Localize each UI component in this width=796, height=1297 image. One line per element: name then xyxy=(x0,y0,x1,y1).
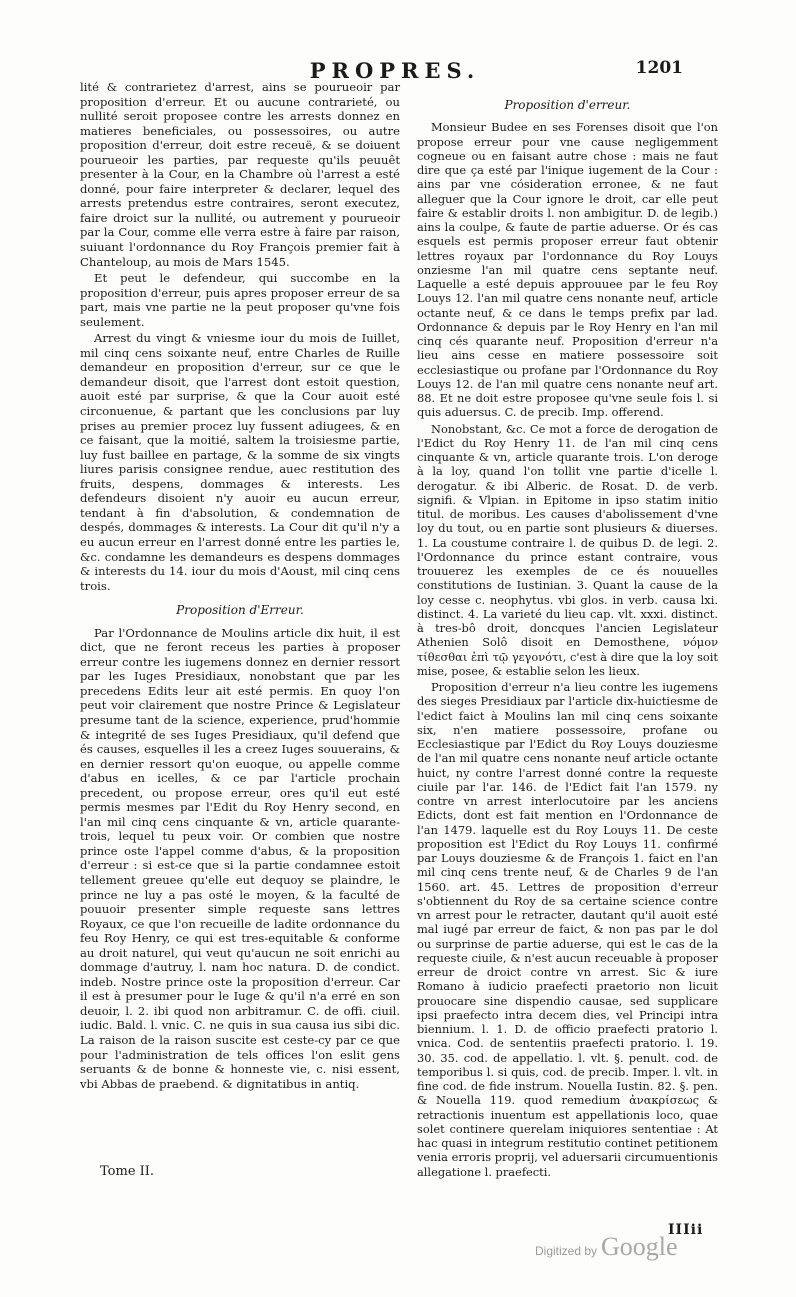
signature-mark: IIIii xyxy=(668,1222,704,1238)
google-logo: Google xyxy=(601,1232,678,1261)
left-paragraph-1: lité & contrarietez d'arrest, ains se pourueoir par proposition d'erreur. Et ou aucune contrarieté, ou nullité seroit proposee contre les arrests donnez en matieres beneficiales, ou possessoires, ou autre proposition d'erreur, doit estre receuë, & se doiuent pourueoir les parties, par requeste qu'ils peuuêt presenter à la Cour, en la Chambre où l'arrest a esté donné, pour faire interpreter & declarer, lequel des arrests pretendus estre contraires, seront executez, faire droict sur la nullité, ou autrement y pourueoir par la Cour, comme elle verra estre à faire par raison, suiuant l'ordonnance du Roy François premier fait à Chanteloup, au mois de Mars 1545. xyxy=(80,80,400,269)
digitized-by-watermark xyxy=(535,1232,678,1262)
left-paragraph-3: Arrest du vingt & vniesme iour du mois de Iuillet, mil cinq cens soixante neuf, entre Charles de Ruille demandeur en proposition d'erreur, sur ce que le demandeur disoit, que l'arrest dont estoit question, auoit esté par surprise, & que la Cour auoit esté circonuenue, & partant que les conclusions par luy prises au premier procez luy fussent adiugees, & en ce faisant, que la moitié, saltem la troisiesme partie, luy fust baillee en partage, & la somme de six vingts liures parisis consignee rendue, auec restitution des fruits, despens, dommages & interests. Les defendeurs disoient n'y auoir eu aucun erreur, tendant à fin d'absolution, & condemnation de despés, dommages & interests. La Cour dit qu'il n'y a eu aucun erreur en l'arrest donné entre les parties le, &c. condamne les demandeurs es despens dommages & interests du 14. iour du mois d'Aoust, mil cinq cens trois. xyxy=(80,331,400,593)
right-paragraph-1: Monsieur Budee en ses Forenses disoit que l'on propose erreur pour vne cause negligemment cogneue ou en faisant autre chose : mais ne faut dire que ça esté par l'inique iugement de la Cour : ains par vne cósideration erronee, & ne faut alleguer que la Cour ignore le droit, car elle peut faire & establir droits l. non ambigitur. D. de legib.) ains la coulpe, & faute de partie aduerse. Or és cas esquels est permis proposer erreur faut obtenir lettres royaux par l'ordonnance du Roy Louys onziesme l'an mil quatre cens septante neuf. Laquelle a esté depuis approuuee par le feu Roy Louys 12. l'an mil quatre cens nonante neuf, article octante neuf, & ce dans le temps prefix par lad. Ordonnance & depuis par le Roy Henry en l'an mil cinq cés quarante neuf. Proposition d'erreur n'a lieu ains cesse en matiere possessoire soit ecclesiastique ou profane par l'Ordonnance du Roy Louys 12. de l'an mil quatre cens nonante neuf art. 88. Et ne doit estre proposee qu'vne seule fois l. si quis aduersus. C. de precib. Imp. offerend. xyxy=(417,120,718,420)
left-paragraph-4: Par l'Ordonnance de Moulins article dix huit, il est dict, que ne feront receus les parties à proposer erreur contre les iugemens donnez en dernier ressort par les Iuges Presidiaux, nonobstant que par les precedens Edits leur ait esté permis. En quoy l'on peut voir clairement que nostre Prince & Legislateur presume tant de la science, experience, prud'hommie & integrité de ses Iuges Presidiaux, qu'il defend que és causes, esquelles il les a creez Iuges souuerains, & en dernier ressort qu'on euoque, ou appelle comme d'abus en icelles, & ce par l'article prochain precedent, ou propose erreur, ores qu'il eut esté permis mesmes par l'Edit du Roy Henry second, en l'an mil cinq cens cinquante & vn, article quarante-trois, lequel tu peux voir. Or combien que nostre prince oste l'appel comme d'abus, & la proposition d'erreur : si est-ce que si la partie condamnee estoit tellement greuee qu'elle eut dequoy se plaindre, le prince ne luy a pas osté le moyen, & la faculté de pouuoir presenter simple requeste sans lettres Royaux, ce que l'on recueille de ladite ordonnance du feu Roy Henry, ce qui est tres-equitable & conforme au droit naturel, qui veut qu'aucun ne soit enrichi au dommage d'autruy, l. nam hoc natura. D. de condict. indeb. Nostre prince oste la proposition d'erreur. Car il est à presumer pour le Iuge & qu'il n'a erré en son deuoir, l. 2. ibi quod non arbitramur. C. de offi. ciuil. iudic. Bald. l. vnic. C. ne quis in sua causa ius sibi dic. La raison de la raison suscite est ceste-cy par ce que pour l'administration de tels offices l'on eslit gens seruants & de bonne & honneste vie, c. nisi essent, vbi Abbas de praebend. & dignitatibus in antiq. xyxy=(80,625,400,1091)
right-column xyxy=(417,80,718,1179)
right-paragraph-3: Proposition d'erreur n'a lieu contre les iugemens des sieges Presidiaux par l'article dix-huictiesme de l'edict faict à Moulins lan mil cinq cens soixante six, n'en matiere possessoire, profane ou Ecclesiastique par l'Edict du Roy Louys douziesme de l'an mil quatre cens nonante neuf article octante huict, ny contre l'arrest donné contre la requeste ciuile par l'ar. 146. de l'Edict fait l'an 1579. ny contre vn arrest interlocutoire par les anciens Edicts, dont est fait mention en l'Ordonnance de l'an 1479. laquelle est du Roy Louys 11. De ceste proposition est l'Edict du Roy Louys 11. confirmé par Louys douziesme & de François 1. faict en l'an mil cinq cens trente neuf, & de Charles 9 de l'an 1560. art. 45. Lettres de proposition d'erreur s'obtiennent du Roy de sa certaine science contre vn arrest pour le retracter, dautant qu'il auoit esté mal iugé par erreur de faict, & non pas par le dol ou surprinse de partie aduerse, qui est le cas de la requeste ciuile, & n'est aucun receuable à proposer erreur de droict contre vn arrest. Sic & iure Romano à iudicio praefecti praetorio non licuit prouocare sine dispendio causae, sed supplicare ipsi praefecto intra decem dies, vel Principi intra biennium. l. 1. D. de officio praefecti pratorio l. vnica. Cod. de sententiis praefecti pratorio. l. 19. 30. 35. cod. de appellatio. l. vlt. §. penult. cod. de temporibus l. si quis, cod. de precib. Imper. l. vlt. in fine cod. de fide instrum. Nouella Iustin. 82. §. pen. & Nouella 119. quod remedium ἀνακρίσεως & retractionis inuentum est appellationis loco, quae solet continere querelam iniquiores sententiae : At hac quasi in integrum restitutio continet petitionem venia erroris proprij, vel aduersarii circumuentionis allegatione l. praefecti. xyxy=(417,680,718,1179)
right-section-heading: Proposition d'erreur. xyxy=(504,98,631,112)
left-paragraph-2: Et peut le defendeur, qui succombe en la proposition d'erreur, puis apres proposer erreur de sa part, mais vne partie ne la peut proposer qu'vne fois seulement. xyxy=(80,271,400,329)
right-paragraph-2: Nonobstant, &c. Ce mot a force de derogation de l'Edict du Roy Henry 11. de l'an mil cinq cens cinquante & vn, article quarante trois. L'on deroge à la loy, quand l'on tollit vne partie d'icelle l. derogatur. & ibi Alberic. de Rosat. D. de verb. signifi. & Vlpian. in Epitome in ipso statim initio titul. de moribus. Les causes d'abolissement d'vne loy du tout, ou en partie sont plusieurs & diuerses. 1. La coustume contraire l. de quibus D. de legi. 2. l'Ordonnance du prince estant contraire, vous trouuerez les exemples de ce és nouuelles constitutions de Iustinian. 3. Quant la cause de la loy cesse c. neophytus. vbi glos. in verb. causa lxi. distinct. 4. La varieté du lieu cap. vlt. xxxi. distinct. à tres-bô droit, doncques l'ancien Legislateur Athenien Solô disoit en Demosthene, νόμον τίθεσθαι ἐπὶ τῷ γεγονότι, c'est à dire que la loy soit mise, posee, & establie selon les lieux. xyxy=(417,421,718,678)
digitized-by-text: Digitized by xyxy=(535,1244,598,1258)
left-column xyxy=(80,80,400,1091)
running-head: PROPRES. xyxy=(309,58,481,83)
left-section-heading: Proposition d'Erreur. xyxy=(176,603,304,618)
catchword-volume: Tome II. xyxy=(100,1164,155,1179)
page-number: 1201 xyxy=(635,58,683,78)
